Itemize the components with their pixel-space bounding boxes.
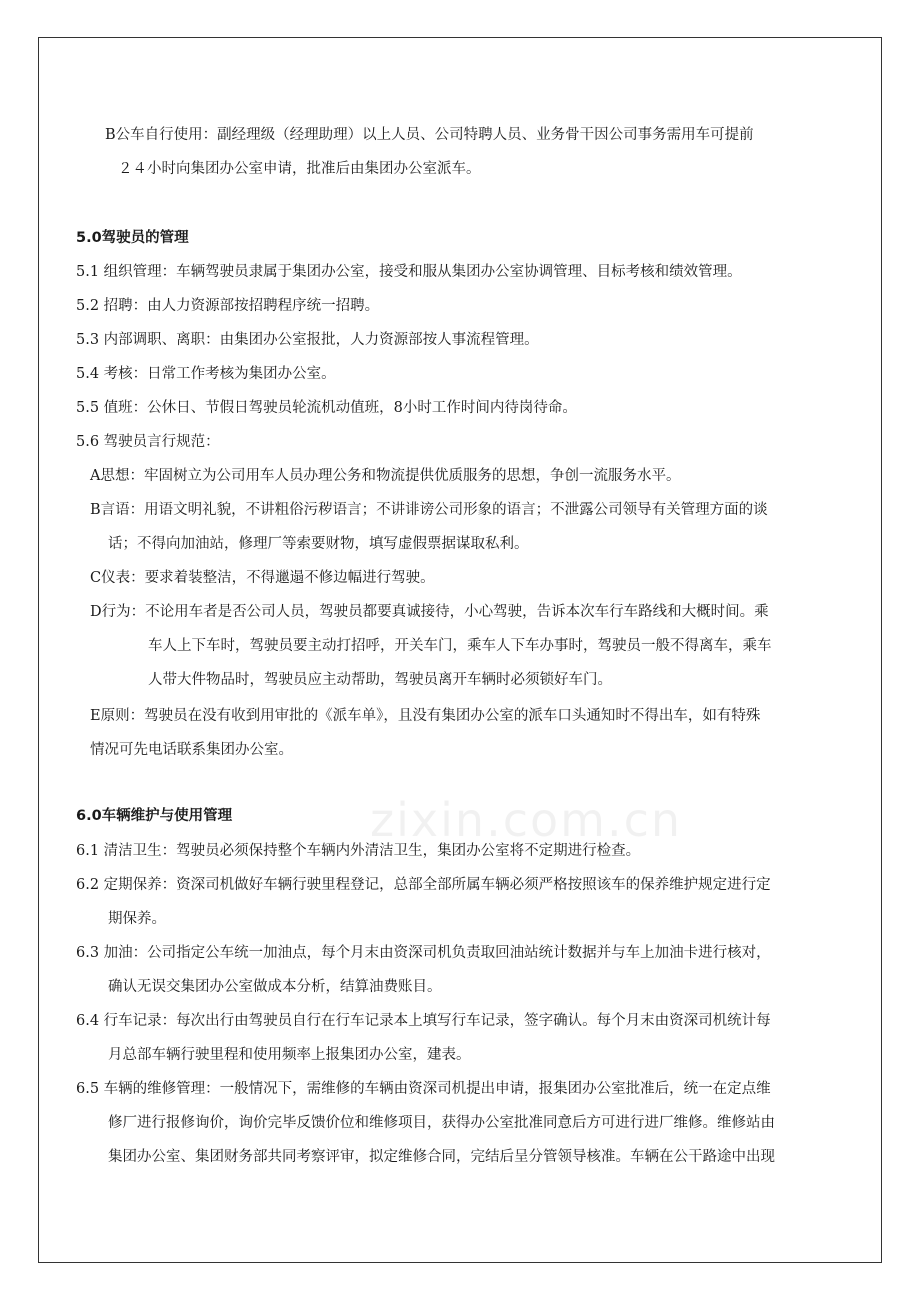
text-line: 修厂进行报修询价，询价完毕反馈价位和维修项目，获得办公室批准同意后方可进行进厂维修。维修站由	[108, 1115, 775, 1131]
text-line: 情况可先电话联系集团办公室。	[90, 742, 293, 758]
text-line: B言语：用语文明礼貌，不讲粗俗污秽语言；不讲诽谤公司形象的语言；不泄露公司领导有关管理方面的谈	[90, 502, 768, 518]
text-line: 车人上下车时，驾驶员要主动打招呼，开关车门，乘车人下车办事时，驾驶员一般不得离车，乘车	[148, 638, 772, 654]
text-line: 集团办公室、集团财务部共同考察评审，拟定维修合同，完结后呈分管领导核准。车辆在公干路途中出现	[108, 1149, 775, 1165]
text-line: B公车自行使用：副经理级（经理助理）以上人员、公司特聘人员、业务骨干因公司事务需用车可提前	[105, 127, 754, 143]
text-line: 期保养。	[108, 911, 166, 927]
text-line: 6.5 车辆的维修管理：一般情况下，需维修的车辆由资深司机提出申请，报集团办公室批准后，统一在定点维	[76, 1081, 771, 1097]
section-heading: 5.0驾驶员的管理	[76, 230, 189, 246]
text-line: 5.2 招聘：由人力资源部按招聘程序统一招聘。	[76, 298, 380, 314]
text-line: 话；不得向加油站，修理厂等索要财物，填写虚假票据谋取私利。	[108, 536, 529, 552]
section-heading: 6.0车辆维护与使用管理	[76, 808, 233, 824]
text-line: 人带大件物品时，驾驶员应主动帮助，驾驶员离开车辆时必须锁好车门。	[148, 672, 612, 688]
text-line: 5.5 值班：公休日、节假日驾驶员轮流机动值班，8小时工作时间内待岗待命。	[76, 400, 577, 416]
text-line: 5.1 组织管理：车辆驾驶员隶属于集团办公室，接受和服从集团办公室协调管理、目标考核和绩效管理。	[76, 264, 742, 280]
text-line: 5.6 驾驶员言行规范：	[76, 434, 220, 450]
text-line: 6.4 行车记录：每次出行由驾驶员自行在行车记录本上填写行车记录，签字确认。每个月末由资深司机统计每	[76, 1013, 771, 1029]
text-line: 5.3 内部调职、离职：由集团办公室报批，人力资源部按人事流程管理。	[76, 332, 539, 348]
text-line: 6.2 定期保养：资深司机做好车辆行驶里程登记，总部全部所属车辆必须严格按照该车的保养维护规定进行定	[76, 877, 771, 893]
text-line: 5.4 考核：日常工作考核为集团办公室。	[76, 366, 336, 382]
text-line: 6.1 清洁卫生：驾驶员必须保持整个车辆内外清洁卫生，集团办公室将不定期进行检查。	[76, 843, 641, 859]
text-line: A思想：牢固树立为公司用车人员办理公务和物流提供优质服务的思想，争创一流服务水平。	[90, 468, 681, 484]
text-line: 确认无误交集团办公室做成本分析，结算油费账目。	[108, 979, 442, 995]
watermark: zixin.com.cn	[370, 793, 683, 847]
text-line: D行为：不论用车者是否公司人员，驾驶员都要真诚接待，小心驾驶，告诉本次车行车路线和大概时间。乘	[90, 604, 769, 620]
text-line: C仪表：要求着装整洁，不得邋遢不修边幅进行驾驶。	[90, 570, 435, 586]
text-line: ２４小时向集团办公室申请，批准后由集团办公室派车。	[118, 161, 481, 177]
text-line: E原则：驾驶员在没有收到用审批的《派车单》，且没有集团办公室的派车口头通知时不得出车，如有特殊	[90, 708, 761, 724]
text-line: 6.3 加油：公司指定公车统一加油点，每个月末由资深司机负责取回油站统计数据并与车上加油卡进行核对，	[76, 945, 771, 961]
text-line: 月总部车辆行驶里程和使用频率上报集团办公室，建表。	[108, 1047, 471, 1063]
